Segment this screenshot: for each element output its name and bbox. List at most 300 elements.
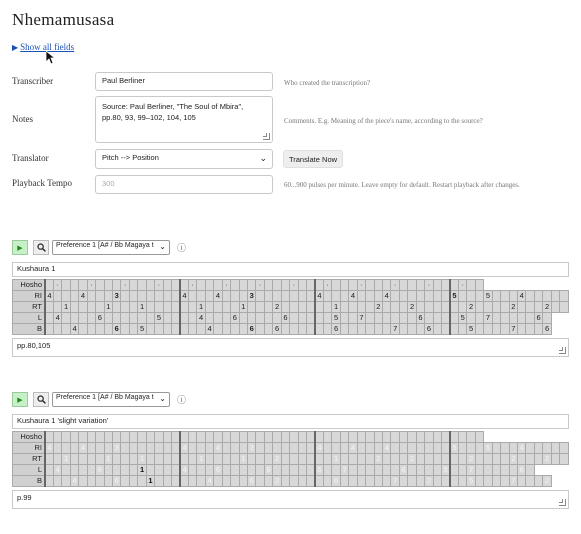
grid-cell[interactable] xyxy=(340,454,348,465)
grid-cell[interactable] xyxy=(129,454,137,465)
grid-cell[interactable] xyxy=(458,476,466,487)
grid-cell[interactable] xyxy=(408,313,416,324)
grid-cell[interactable] xyxy=(281,454,289,465)
grid-cell[interactable] xyxy=(256,313,264,324)
grid-cell[interactable]: 2 xyxy=(509,302,517,313)
grid-cell[interactable] xyxy=(222,291,230,302)
grid-cell[interactable]: 5 xyxy=(467,324,475,335)
grid-cell[interactable] xyxy=(492,313,500,324)
grid-cell[interactable] xyxy=(231,465,239,476)
grid-cell[interactable] xyxy=(416,280,424,291)
grid-cell[interactable] xyxy=(433,313,441,324)
grid-cell[interactable] xyxy=(458,324,466,335)
grid-cell[interactable] xyxy=(442,443,450,454)
grid-cell[interactable] xyxy=(273,313,281,324)
grid-cell[interactable] xyxy=(467,280,475,291)
grid-cell[interactable] xyxy=(399,313,407,324)
grid-cell[interactable] xyxy=(180,454,188,465)
grid-cell[interactable] xyxy=(180,280,188,291)
grid-cell[interactable] xyxy=(180,302,188,313)
grid-cell[interactable] xyxy=(53,476,61,487)
grid-cell[interactable]: · xyxy=(53,280,61,291)
grid-cell[interactable] xyxy=(399,432,407,443)
grid-cell[interactable]: 4 xyxy=(180,443,188,454)
grid-cell[interactable] xyxy=(484,324,492,335)
grid-cell[interactable] xyxy=(560,443,569,454)
grid-cell[interactable] xyxy=(172,432,180,443)
grid-cell[interactable] xyxy=(543,443,551,454)
grid-cell[interactable] xyxy=(62,443,70,454)
grid-cell[interactable] xyxy=(349,324,357,335)
grid-cell[interactable] xyxy=(501,302,509,313)
grid-cell[interactable] xyxy=(349,302,357,313)
grid-cell[interactable] xyxy=(298,443,306,454)
grid-cell[interactable]: 1 xyxy=(146,476,154,487)
grid-cell[interactable] xyxy=(113,302,121,313)
grid-cell[interactable] xyxy=(450,324,458,335)
grid-cell[interactable] xyxy=(121,454,129,465)
grid-cell[interactable]: 4 xyxy=(180,465,188,476)
info-icon[interactable]: ⓘ xyxy=(177,243,187,253)
grid-cell[interactable] xyxy=(408,432,416,443)
grid-cell[interactable] xyxy=(307,432,315,443)
grid-cell[interactable]: 5 xyxy=(138,324,146,335)
grid-cell[interactable] xyxy=(256,302,264,313)
grid-cell[interactable]: 6 xyxy=(399,465,407,476)
grid-cell[interactable] xyxy=(231,443,239,454)
grid-cell[interactable] xyxy=(315,454,323,465)
grid-cell[interactable] xyxy=(138,313,146,324)
grid-cell[interactable] xyxy=(79,302,87,313)
grid-cell[interactable] xyxy=(416,324,424,335)
grid-cell[interactable]: · xyxy=(391,432,399,443)
grid-cell[interactable] xyxy=(205,443,213,454)
grid-cell[interactable]: 6 xyxy=(113,476,121,487)
grid-cell[interactable] xyxy=(62,291,70,302)
grid-cell[interactable] xyxy=(416,443,424,454)
grid-cell[interactable] xyxy=(129,324,137,335)
grid-cell[interactable] xyxy=(425,465,433,476)
grid-cell[interactable]: 4 xyxy=(349,443,357,454)
grid-cell[interactable] xyxy=(45,432,53,443)
grid-cell[interactable] xyxy=(87,465,95,476)
grid-cell[interactable] xyxy=(231,302,239,313)
grid-cell[interactable] xyxy=(180,324,188,335)
grid-cell[interactable]: 4 xyxy=(79,443,87,454)
grid-cell[interactable] xyxy=(450,280,458,291)
grid-cell[interactable]: 4 xyxy=(349,291,357,302)
grid-cell[interactable] xyxy=(399,280,407,291)
grid-cell[interactable] xyxy=(307,443,315,454)
grid-cell[interactable] xyxy=(458,302,466,313)
grid-cell[interactable] xyxy=(172,280,180,291)
grid-cell[interactable] xyxy=(475,443,483,454)
grid-cell[interactable] xyxy=(349,454,357,465)
grid-cell[interactable] xyxy=(163,324,171,335)
grid-cell[interactable] xyxy=(188,443,196,454)
grid-cell[interactable] xyxy=(450,302,458,313)
grid-cell[interactable] xyxy=(96,443,104,454)
grid-cell[interactable]: 5 xyxy=(484,443,492,454)
grid-cell[interactable] xyxy=(104,291,112,302)
grid-cell[interactable] xyxy=(172,443,180,454)
grid-cell[interactable] xyxy=(551,302,559,313)
grid-cell[interactable] xyxy=(560,291,569,302)
grid-cell[interactable] xyxy=(188,291,196,302)
grid-cell[interactable] xyxy=(383,465,391,476)
grid-cell[interactable] xyxy=(53,454,61,465)
grid-cell[interactable] xyxy=(307,454,315,465)
grid-cell[interactable] xyxy=(239,291,247,302)
resize-handle-icon[interactable] xyxy=(559,347,566,354)
grid-cell[interactable] xyxy=(205,291,213,302)
grid-cell[interactable] xyxy=(180,432,188,443)
grid-cell[interactable] xyxy=(188,465,196,476)
grid-cell[interactable] xyxy=(188,302,196,313)
grid-cell[interactable] xyxy=(281,432,289,443)
grid-cell[interactable] xyxy=(62,324,70,335)
grid-cell[interactable] xyxy=(155,302,163,313)
grid-cell[interactable] xyxy=(146,454,154,465)
grid-cell[interactable]: 5 xyxy=(458,313,466,324)
grid-cell[interactable] xyxy=(79,324,87,335)
grid-cell[interactable] xyxy=(349,432,357,443)
grid-cell[interactable] xyxy=(543,291,551,302)
grid-cell[interactable] xyxy=(551,454,559,465)
grid-cell[interactable]: · xyxy=(155,432,163,443)
grid-cell[interactable] xyxy=(323,313,331,324)
play-button[interactable] xyxy=(12,240,28,255)
grid-cell[interactable] xyxy=(399,302,407,313)
grid-cell[interactable] xyxy=(408,280,416,291)
grid-cell[interactable] xyxy=(70,302,78,313)
grid-cell[interactable]: 6 xyxy=(543,324,551,335)
grid-cell[interactable] xyxy=(197,432,205,443)
grid-cell[interactable] xyxy=(307,280,315,291)
grid-cell[interactable]: 6 xyxy=(416,313,424,324)
grid-cell[interactable] xyxy=(163,313,171,324)
grid-cell[interactable] xyxy=(399,291,407,302)
grid-cell[interactable] xyxy=(70,291,78,302)
grid-cell[interactable] xyxy=(281,324,289,335)
grid-cell[interactable] xyxy=(484,476,492,487)
grid-cell[interactable] xyxy=(526,324,534,335)
grid-cell[interactable] xyxy=(492,443,500,454)
grid-cell[interactable] xyxy=(425,454,433,465)
grid-cell[interactable] xyxy=(96,432,104,443)
grid-cell[interactable] xyxy=(172,476,180,487)
grid-cell[interactable] xyxy=(458,465,466,476)
grid-cell[interactable]: 6 xyxy=(518,465,526,476)
grid-cell[interactable]: 3 xyxy=(113,443,121,454)
grid-cell[interactable]: · xyxy=(458,280,466,291)
grid-cell[interactable] xyxy=(113,454,121,465)
grid-cell[interactable] xyxy=(408,476,416,487)
grid-cell[interactable] xyxy=(357,291,365,302)
grid-cell[interactable] xyxy=(197,324,205,335)
grid-cell[interactable] xyxy=(442,454,450,465)
grid-cell[interactable]: 6 xyxy=(425,324,433,335)
grid-cell[interactable] xyxy=(366,454,374,465)
grid-cell[interactable] xyxy=(53,291,61,302)
grid-cell[interactable] xyxy=(551,291,559,302)
grid-cell[interactable] xyxy=(231,454,239,465)
grid-cell[interactable] xyxy=(298,432,306,443)
grid-cell[interactable] xyxy=(323,291,331,302)
grid-cell[interactable] xyxy=(315,476,323,487)
grid-cell[interactable] xyxy=(442,280,450,291)
grid-cell[interactable] xyxy=(239,280,247,291)
grid-cell[interactable] xyxy=(458,443,466,454)
grid-cell[interactable] xyxy=(214,432,222,443)
grid-cell[interactable]: 2 xyxy=(543,476,551,487)
grid-cell[interactable] xyxy=(146,324,154,335)
grid-cell[interactable]: 1 xyxy=(138,465,146,476)
grid-cell[interactable] xyxy=(366,432,374,443)
grid-cell[interactable] xyxy=(172,324,180,335)
grid-cell[interactable]: 7 xyxy=(340,465,348,476)
grid-cell[interactable] xyxy=(450,454,458,465)
grid-cell[interactable]: · xyxy=(121,280,129,291)
grid-cell[interactable] xyxy=(188,313,196,324)
grid-cell[interactable] xyxy=(340,432,348,443)
grid-cell[interactable] xyxy=(366,302,374,313)
grid-cell[interactable]: 6 xyxy=(281,313,289,324)
grid-cell[interactable] xyxy=(172,465,180,476)
grid-cell[interactable] xyxy=(121,313,129,324)
grid-cell[interactable]: 1 xyxy=(62,454,70,465)
grid-cell[interactable] xyxy=(323,465,331,476)
grid-cell[interactable] xyxy=(298,302,306,313)
grid-cell[interactable] xyxy=(475,432,483,443)
grid-cell[interactable]: · xyxy=(458,432,466,443)
grid-cell[interactable] xyxy=(138,280,146,291)
grid-cell[interactable] xyxy=(163,476,171,487)
grid-cell[interactable]: 1 xyxy=(62,302,70,313)
grid-cell[interactable]: 5 xyxy=(450,291,458,302)
grid-cell[interactable] xyxy=(222,324,230,335)
grid-cell[interactable] xyxy=(70,432,78,443)
grid-cell[interactable]: 1 xyxy=(138,454,146,465)
grid-cell[interactable] xyxy=(222,476,230,487)
grid-cell[interactable] xyxy=(214,302,222,313)
grid-cell[interactable]: 2 xyxy=(467,454,475,465)
grid-cell[interactable] xyxy=(408,465,416,476)
grid-cell[interactable] xyxy=(205,454,213,465)
grid-cell[interactable] xyxy=(172,313,180,324)
grid-cell[interactable] xyxy=(163,465,171,476)
grid-cell[interactable]: 5 xyxy=(467,476,475,487)
tempo-input[interactable]: 300 xyxy=(95,175,273,194)
grid-cell[interactable] xyxy=(163,280,171,291)
grid-cell[interactable] xyxy=(467,443,475,454)
grid-cell[interactable] xyxy=(248,465,256,476)
grid-cell[interactable] xyxy=(129,443,137,454)
grid-cell[interactable] xyxy=(475,291,483,302)
grid-cell[interactable] xyxy=(526,465,534,476)
grid-cell[interactable] xyxy=(534,302,542,313)
translator-select[interactable] xyxy=(95,149,273,169)
grid-cell[interactable]: 1 xyxy=(197,302,205,313)
grid-cell[interactable] xyxy=(332,465,340,476)
grid-cell[interactable] xyxy=(442,476,450,487)
grid-cell[interactable] xyxy=(551,443,559,454)
grid-cell[interactable]: 4 xyxy=(45,443,53,454)
grid-cell[interactable] xyxy=(290,291,298,302)
grid-cell[interactable] xyxy=(45,465,53,476)
grid-cell[interactable]: 4 xyxy=(518,291,526,302)
grid-cell[interactable] xyxy=(163,291,171,302)
grid-cell[interactable] xyxy=(45,313,53,324)
grid-cell[interactable] xyxy=(79,313,87,324)
grid-cell[interactable] xyxy=(323,476,331,487)
grid-cell[interactable]: · xyxy=(323,432,331,443)
grid-cell[interactable] xyxy=(79,454,87,465)
grid-cell[interactable]: · xyxy=(121,432,129,443)
grid-cell[interactable] xyxy=(509,313,517,324)
grid-cell[interactable] xyxy=(264,313,272,324)
grid-cell[interactable] xyxy=(399,476,407,487)
sequence-notes-input[interactable] xyxy=(12,490,569,509)
grid-cell[interactable] xyxy=(534,291,542,302)
grid-cell[interactable] xyxy=(281,302,289,313)
grid-cell[interactable] xyxy=(214,324,222,335)
grid-cell[interactable]: · xyxy=(425,432,433,443)
grid-cell[interactable] xyxy=(526,454,534,465)
grid-cell[interactable]: 5 xyxy=(442,465,450,476)
grid-cell[interactable] xyxy=(323,454,331,465)
grid-cell[interactable] xyxy=(62,465,70,476)
grid-cell[interactable] xyxy=(433,302,441,313)
grid-cell[interactable] xyxy=(273,432,281,443)
grid-cell[interactable] xyxy=(121,443,129,454)
grid-cell[interactable] xyxy=(248,454,256,465)
grid-cell[interactable]: 4 xyxy=(205,476,213,487)
grid-cell[interactable] xyxy=(231,291,239,302)
grid-cell[interactable] xyxy=(332,280,340,291)
grid-cell[interactable]: · xyxy=(323,280,331,291)
grid-cell[interactable] xyxy=(155,324,163,335)
grid-cell[interactable] xyxy=(433,476,441,487)
grid-cell[interactable] xyxy=(475,476,483,487)
grid-cell[interactable]: 6 xyxy=(96,313,104,324)
grid-cell[interactable]: 1 xyxy=(138,302,146,313)
grid-cell[interactable] xyxy=(248,432,256,443)
grid-cell[interactable] xyxy=(138,432,146,443)
grid-cell[interactable] xyxy=(45,476,53,487)
grid-cell[interactable]: 6 xyxy=(214,465,222,476)
grid-cell[interactable] xyxy=(442,432,450,443)
grid-cell[interactable] xyxy=(87,443,95,454)
grid-cell[interactable]: 2 xyxy=(543,302,551,313)
grid-cell[interactable] xyxy=(104,324,112,335)
grid-cell[interactable] xyxy=(155,291,163,302)
grid-cell[interactable] xyxy=(315,302,323,313)
grid-cell[interactable] xyxy=(104,476,112,487)
grid-cell[interactable]: · xyxy=(290,280,298,291)
grid-cell[interactable] xyxy=(197,443,205,454)
info-icon[interactable]: ⓘ xyxy=(177,395,187,405)
grid-cell[interactable] xyxy=(214,313,222,324)
grid-cell[interactable] xyxy=(340,313,348,324)
grid-cell[interactable] xyxy=(290,302,298,313)
grid-cell[interactable] xyxy=(197,291,205,302)
grid-cell[interactable]: 2 xyxy=(273,302,281,313)
grid-cell[interactable] xyxy=(298,291,306,302)
grid-cell[interactable] xyxy=(138,476,146,487)
grid-cell[interactable] xyxy=(290,476,298,487)
grid-cell[interactable] xyxy=(146,280,154,291)
grid-cell[interactable]: 4 xyxy=(70,476,78,487)
grid-cell[interactable] xyxy=(155,454,163,465)
grid-cell[interactable] xyxy=(281,476,289,487)
grid-cell[interactable] xyxy=(534,454,542,465)
grid-cell[interactable] xyxy=(374,443,382,454)
grid-cell[interactable] xyxy=(214,454,222,465)
grid-cell[interactable] xyxy=(543,313,551,324)
grid-cell[interactable] xyxy=(475,280,483,291)
grid-cell[interactable] xyxy=(307,476,315,487)
grid-cell[interactable] xyxy=(560,454,569,465)
grid-cell[interactable] xyxy=(518,324,526,335)
grid-cell[interactable] xyxy=(239,476,247,487)
grid-cell[interactable] xyxy=(146,302,154,313)
grid-cell[interactable]: 4 xyxy=(205,324,213,335)
grid-cell[interactable]: 2 xyxy=(467,302,475,313)
grid-cell[interactable] xyxy=(391,454,399,465)
grid-cell[interactable] xyxy=(332,443,340,454)
grid-cell[interactable] xyxy=(534,476,542,487)
grid-cell[interactable] xyxy=(408,443,416,454)
grid-cell[interactable] xyxy=(416,454,424,465)
grid-cell[interactable] xyxy=(290,465,298,476)
grid-cell[interactable] xyxy=(87,324,95,335)
grid-cell[interactable] xyxy=(87,302,95,313)
grid-cell[interactable] xyxy=(298,476,306,487)
grid-cell[interactable] xyxy=(264,432,272,443)
grid-cell[interactable] xyxy=(79,280,87,291)
grid-cell[interactable] xyxy=(256,476,264,487)
grid-cell[interactable] xyxy=(315,313,323,324)
grid-cell[interactable] xyxy=(366,313,374,324)
grid-cell[interactable] xyxy=(484,465,492,476)
grid-cell[interactable] xyxy=(349,476,357,487)
grid-cell[interactable]: 6 xyxy=(96,465,104,476)
grid-cell[interactable] xyxy=(366,280,374,291)
grid-cell[interactable] xyxy=(492,291,500,302)
grid-cell[interactable]: 4 xyxy=(315,443,323,454)
grid-cell[interactable] xyxy=(87,313,95,324)
grid-cell[interactable]: 1 xyxy=(332,454,340,465)
grid-cell[interactable] xyxy=(96,476,104,487)
grid-cell[interactable]: 7 xyxy=(467,465,475,476)
grid-cell[interactable] xyxy=(290,313,298,324)
grid-cell[interactable] xyxy=(366,476,374,487)
grid-cell[interactable] xyxy=(281,291,289,302)
grid-cell[interactable] xyxy=(222,443,230,454)
grid-cell[interactable] xyxy=(155,443,163,454)
grid-cell[interactable]: · xyxy=(357,280,365,291)
grid-cell[interactable] xyxy=(121,324,129,335)
grid-cell[interactable] xyxy=(501,476,509,487)
grid-cell[interactable] xyxy=(188,454,196,465)
grid-cell[interactable] xyxy=(70,454,78,465)
grid-cell[interactable]: 2 xyxy=(273,476,281,487)
grid-cell[interactable]: 2 xyxy=(374,302,382,313)
grid-cell[interactable] xyxy=(340,280,348,291)
grid-cell[interactable] xyxy=(442,302,450,313)
grid-cell[interactable] xyxy=(492,324,500,335)
